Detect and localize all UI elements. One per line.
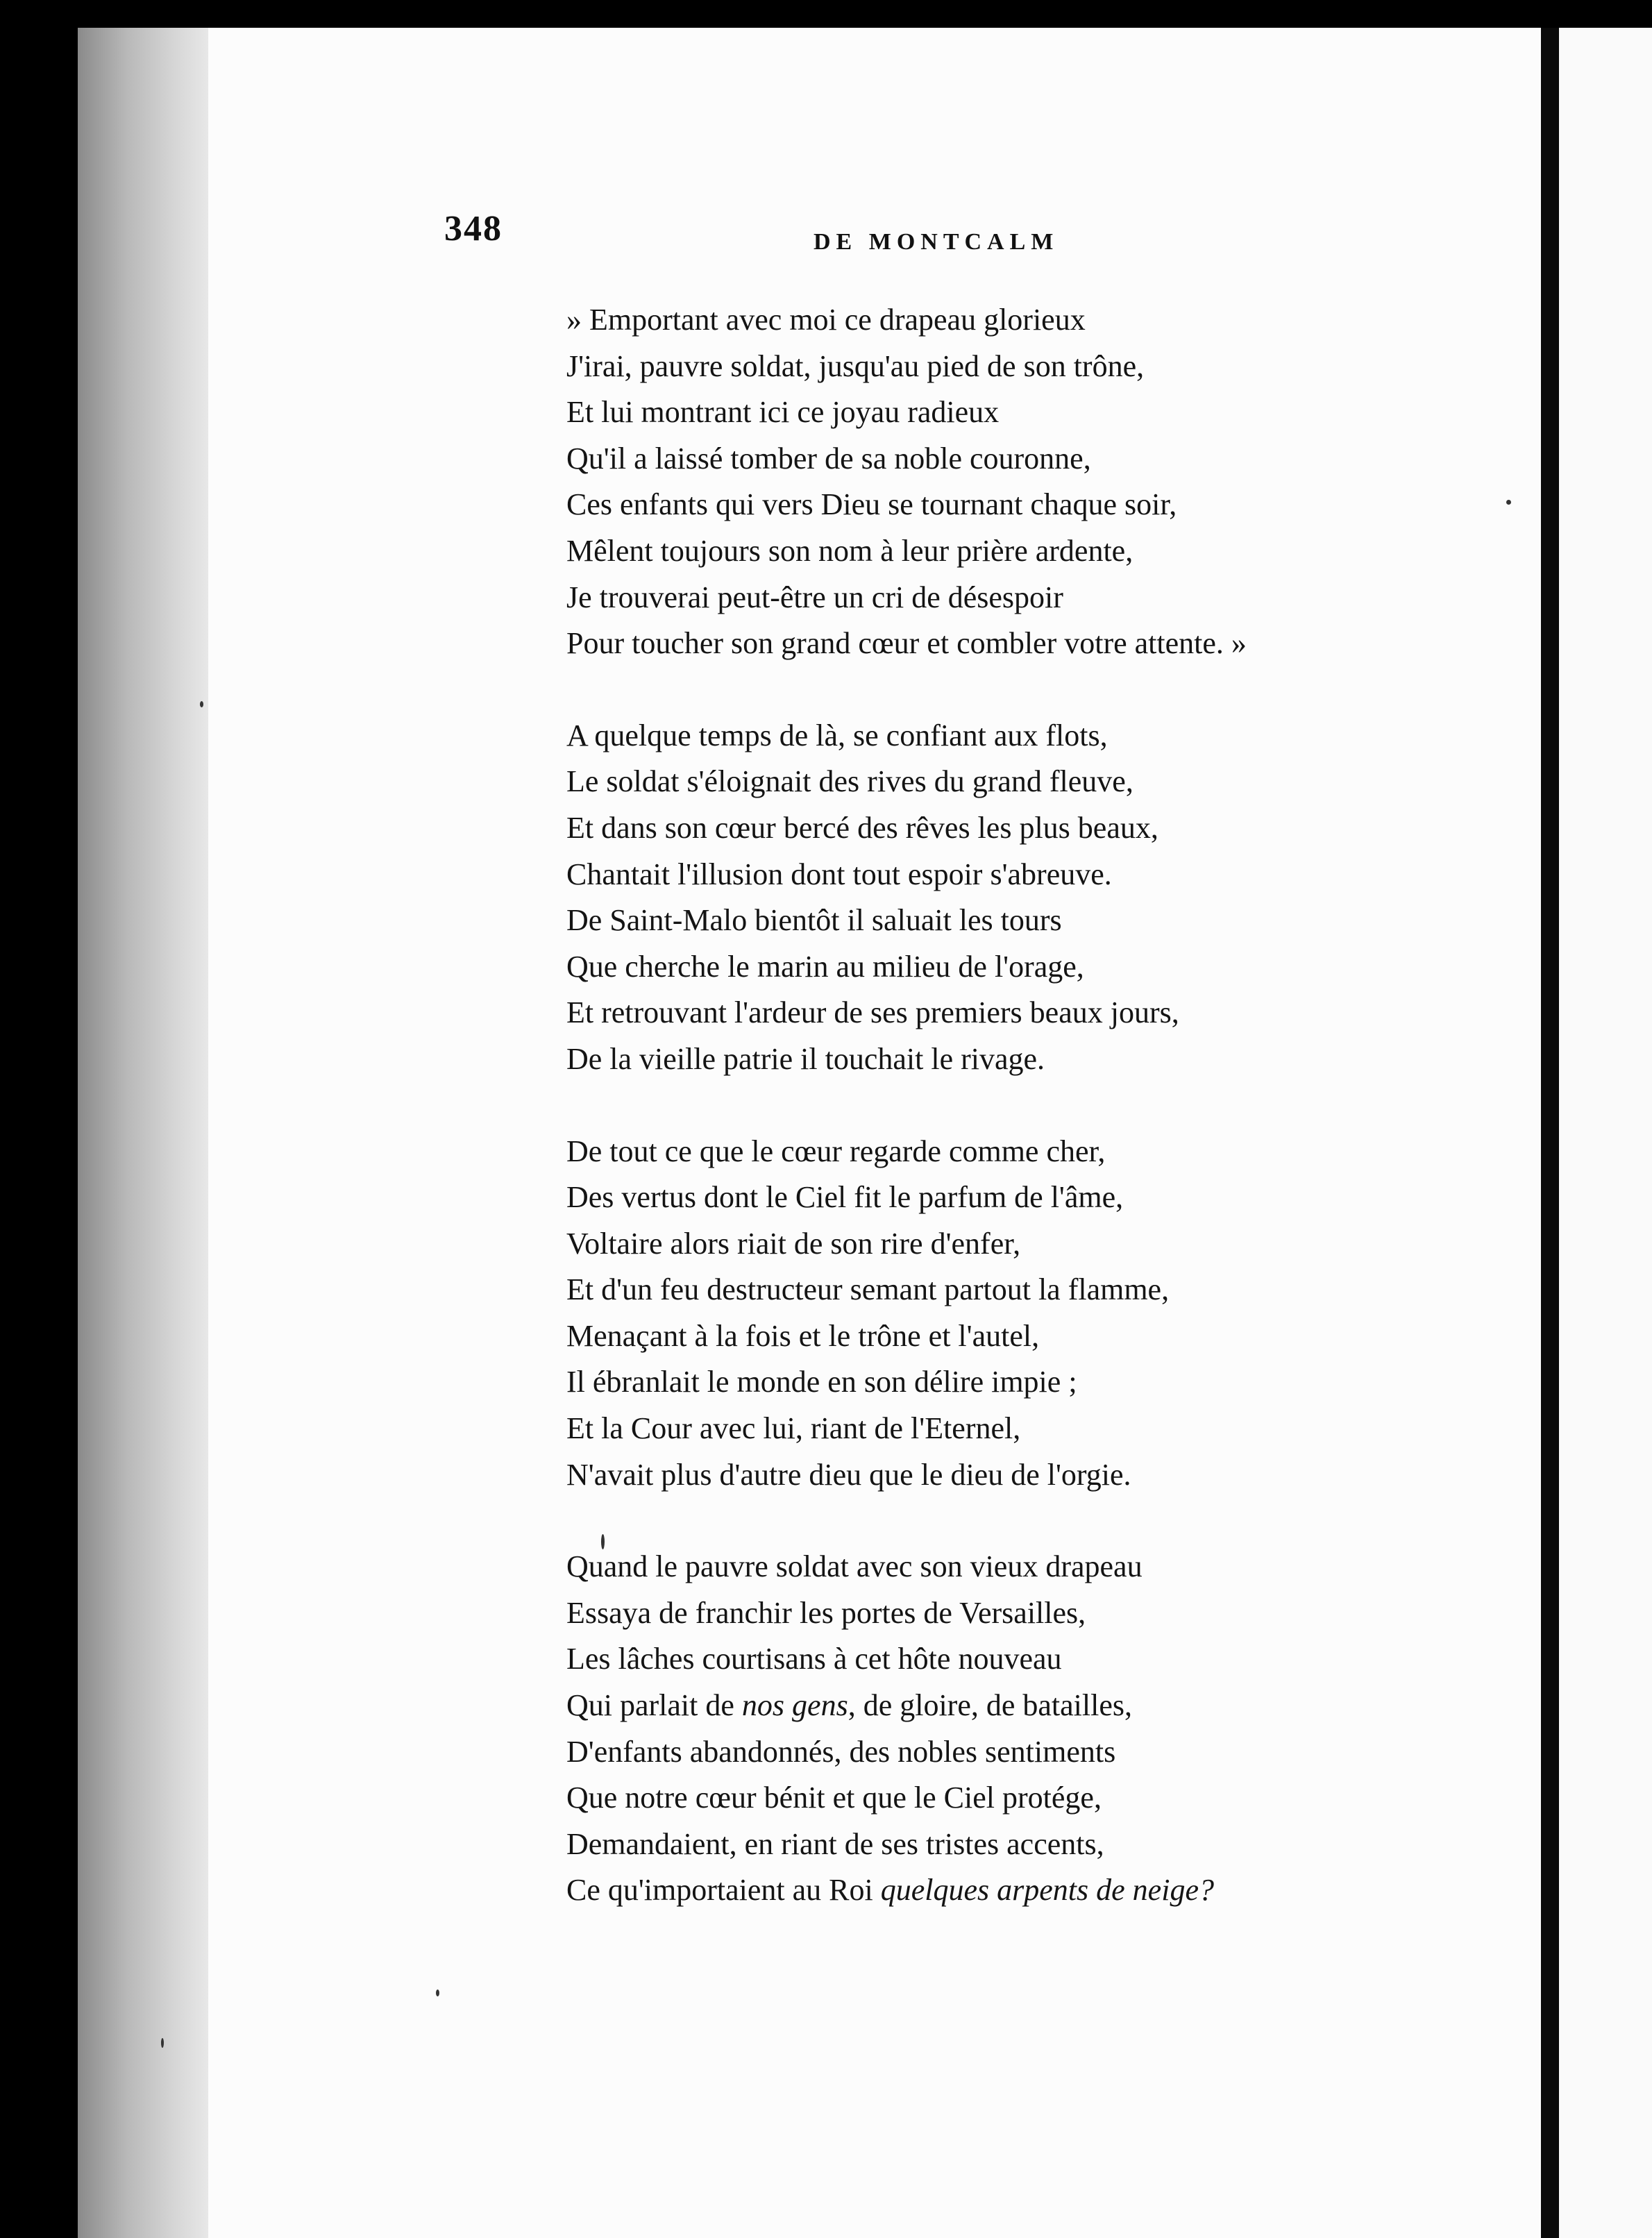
stanza-2 [566, 713, 1524, 1083]
page-number: 348 [444, 209, 503, 249]
verse-text: Ce qu'importaient au Roi [566, 1873, 881, 1908]
verse-line: Que cherche le marin au milieu de l'orage, [566, 949, 1084, 984]
verse-line: Je trouverai peut-être un cri de désespoir [566, 580, 1063, 614]
ink-speck [436, 1989, 439, 1996]
verse-line: Les lâches courtisans à cet hôte nouveau [566, 1642, 1062, 1676]
stanza-3 [566, 1129, 1524, 1499]
verse-line: Menaçant à la fois et le trône et l'autel, [566, 1318, 1040, 1353]
verse-line: Il ébranlait le monde en son délire impie ; [566, 1365, 1077, 1399]
verse-text: Qui parlait de [566, 1688, 742, 1723]
verse-line: Ces enfants qui vers Dieu se tournant chaque soir, [566, 487, 1177, 522]
verse-line: Mêlent toujours son nom à leur prière ardente, [566, 533, 1133, 568]
verse-line: Et retrouvant l'ardeur de ses premiers beaux jours, [566, 995, 1179, 1030]
verse-line: » Emportant avec moi ce drapeau glorieux [566, 303, 1086, 337]
verse-line: De la vieille patrie il touchait le rivage. [566, 1041, 1045, 1076]
verse-line [566, 1867, 1524, 1914]
verse-line: Demandaient, en riant de ses tristes accents, [566, 1826, 1104, 1861]
verse-line: Voltaire alors riait de son rire d'enfer, [566, 1226, 1021, 1261]
ink-speck [1506, 500, 1511, 505]
verse-line: De tout ce que le cœur regarde comme cher, [566, 1134, 1106, 1168]
verse-line: Quand le pauvre soldat avec son vieux drapeau [566, 1549, 1143, 1584]
verse-line: Qu'il a laissé tomber de sa noble couronne, [566, 441, 1091, 476]
verse-line: Et la Cour avec lui, riant de l'Eternel, [566, 1411, 1021, 1446]
verse-line: De Saint-Malo bientôt il saluait les tours [566, 903, 1062, 938]
verse-line: Pour toucher son grand cœur et combler votre attente. » [566, 626, 1247, 661]
verse-text: , de gloire, de batailles, [848, 1688, 1133, 1723]
ink-speck [161, 2038, 164, 2048]
verse-line: Et dans son cœur bercé des rêves les plus beaux, [566, 810, 1158, 845]
verse-line [566, 1683, 1524, 1729]
verse-italic: quelques arpents de neige? [880, 1873, 1214, 1908]
verse-line: A quelque temps de là, se confiant aux flots, [566, 718, 1108, 752]
verse-line: N'avait plus d'autre dieu que le dieu de l'orgie. [566, 1457, 1131, 1492]
stanza-1 [566, 297, 1524, 667]
verse-line: Chantait l'illusion dont tout espoir s'abreuve. [566, 857, 1112, 891]
verse-line: D'enfants abandonnés, des nobles sentiments [566, 1734, 1116, 1769]
running-head: DE MONTCALM [814, 229, 1059, 255]
verse-line: Des vertus dont le Ciel fit le parfum de l'âme, [566, 1180, 1124, 1215]
verse-line: Et lui montrant ici ce joyau radieux [566, 395, 1000, 430]
page-edge-left [78, 28, 217, 2238]
gutter [1541, 28, 1559, 2238]
verse-line: Que notre cœur bénit et que le Ciel protége, [566, 1781, 1102, 1815]
verse-italic: nos gens [741, 1688, 848, 1723]
verse-line: Essaya de franchir les portes de Versailles, [566, 1595, 1086, 1630]
verse-line: Et d'un feu destructeur semant partout la flamme, [566, 1272, 1170, 1307]
facing-page-edge [1559, 28, 1652, 2238]
verse-line: Le soldat s'éloignait des rives du grand fleuve, [566, 764, 1133, 799]
verse-line: J'irai, pauvre soldat, jusqu'au pied de son trône, [566, 348, 1145, 383]
poem-body [566, 297, 1524, 1960]
ink-speck [200, 701, 203, 707]
stanza-4 [566, 1544, 1524, 1914]
ink-speck [601, 1534, 605, 1549]
